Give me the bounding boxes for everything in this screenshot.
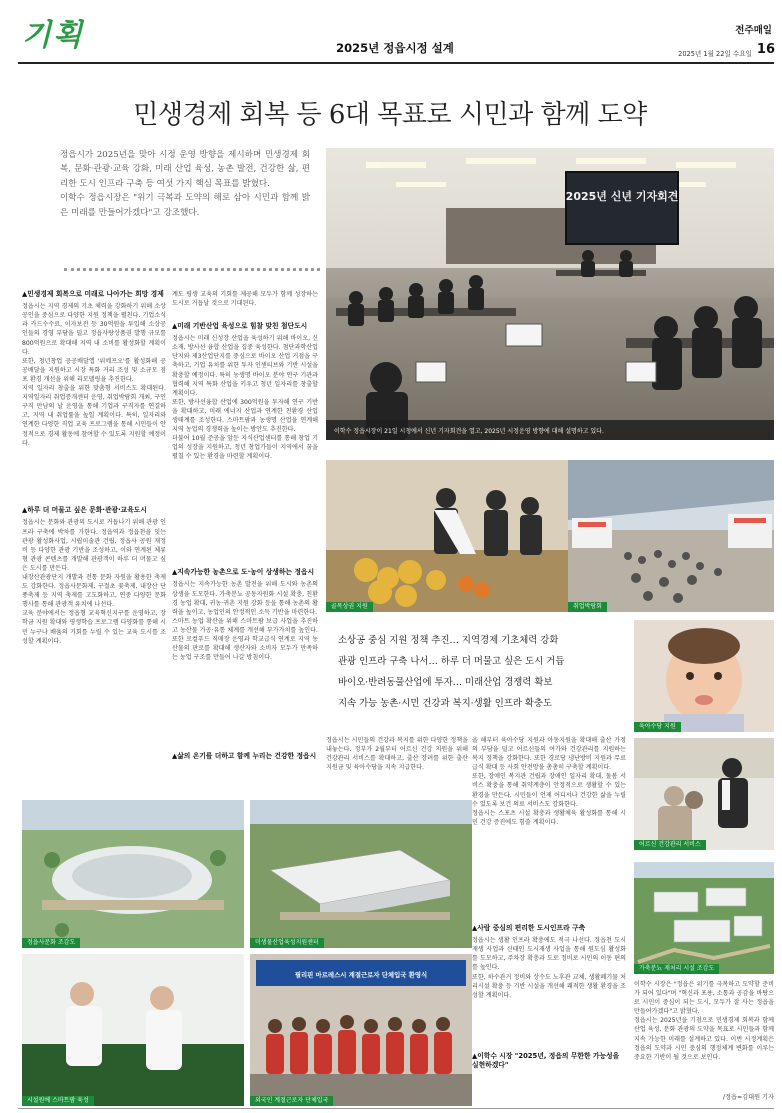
column-3a	[326, 736, 468, 772]
column-2-continuation: 계도 평생 교육의 기회를 제공해 모두가 함께 성장하는 도시로 거듭날 것으로 기대된다.	[172, 291, 318, 308]
section-6-body: 정읍시는 생활 인프라 확충에도 적극 나선다. 정읍천 도시재생 사업과 신태인 도시재생 사업을 통해 원도심 활성화를 도모하고, 주차장 확충과 도로 정비로 시민의 이동 편의를 높인다. 또한, 하수관거 정비와 상수도 노후관 교체, 생활폐기물 처리시설 확충 등 기반 시설을 개선해 쾌적한 생활 환경을 조성할 계획이다.	[472, 937, 626, 999]
section-3-title: ▲ 미래 기반산업 육성으로 힘찰 맞친 첨단도시	[172, 322, 318, 331]
caption-seasonal-workers: 외국인 계절근로자 단체입국	[250, 1096, 333, 1106]
photo-microbe-center	[250, 800, 472, 948]
caption-elderly-care: 어르신 건강관리 서비스	[634, 840, 706, 850]
photo-small-business	[326, 460, 570, 612]
seasonal-workers-banner: 필리핀 마르레스시 계절근로자 단체입국 환영식	[294, 971, 428, 979]
newspaper-name: 전주매일	[735, 25, 772, 36]
section-6-title: ▲ 사람 중심의 편리한 도시인프라 구축	[472, 924, 626, 933]
pull-quote	[338, 630, 628, 714]
photo-job-fair	[568, 460, 774, 612]
photo-childcare	[634, 620, 774, 732]
pull-quote-line-3: 바이오·반려동물산업에 투자… 미래산업 경쟁력 확보	[338, 677, 553, 688]
section-7-title: ▲ 이학수 시장 "2025년, 정읍의 무한한 가능성을 실현하겠다"	[472, 1052, 626, 1070]
caption-smart-farm: 시설원예 스마트팜 육성	[22, 1096, 94, 1106]
pull-quote-line-1: 소상공 중심 지원 정책 추진… 지역경제 기초체력 강화	[338, 635, 559, 646]
pull-quote-line-4: 지속 가능 농촌·시민 건강과 복지·생활 인프라 확충도	[338, 698, 553, 709]
caption-microbe-center: 미생물산업육성지원센터	[250, 938, 324, 948]
section-2-body: 정읍시는 문화와 관광의 도시로 거듭나기 위해 관광 인프라 구축에 박차를 가한다. 정읍역과 정읍천을 잇는 관광 활성화사업, 시립미술관 건립, 정읍사 공원 재정비 등 다양한 관광 기반을 조성하고, 이와 연계된 체류형 관광 콘텐츠를 개발해 관광객이 하루 더 머물고 싶은 도시를 만든다. 내장산관광단지 개발과 전통 문화 자원을 활용한 축제도 강화한다. 정읍사문화제, 구절초 꽃축제, 내장산 단풍축제 등 지역 축제를 고도화하고, 연중 다양한 문화 행사를 통해 관광객 유치에 나선다. 교육 분야에서는 정읍형 교육혁신지구를 운영하고, 장학금 지원 확대와 평생학습 프로그램 다양화를 통해 시민 누구나 배움의 기회를 누릴 수 있는 교육 도시를 조성할 계획이다.	[22, 519, 166, 645]
caption-job-fair: 취업박람회	[568, 602, 607, 612]
caption-small-business: 골목상권 지원	[326, 602, 373, 612]
column-3-intro: 정읍시는 시민들의 건강과 복지를 위한 다양한 정책을 내놓는다. 정부가 2월부터 어르신 건강 지원을 위해 건강관리 서비스를 확대하고, 출산 장려를 위한 출산 지원금 및 육아수당을 지속 지급한다.	[326, 737, 468, 772]
caption-culture-rendering: 정읍사문화 조감도	[22, 938, 80, 948]
header-rule	[18, 62, 774, 64]
column-3b	[472, 736, 626, 1108]
headline: 민생경제 회복 등 6대 목표로 시민과 함께 도약	[133, 100, 647, 130]
main-photo	[326, 148, 774, 440]
section-4-title: ▲ 지속가능한 농촌으로 도·농이 상생하는 정읍시	[172, 568, 318, 577]
byline: /정읍=김대원 기자	[722, 1094, 774, 1101]
issue-date: 2025년 1월 22일 수요일	[678, 50, 752, 58]
photo-elderly-care	[634, 738, 774, 850]
caption-childcare: 육아수당 지원	[634, 722, 681, 732]
pull-quote-line-2: 관광 인프라 구축 나서… 하루 더 머물고 싶은 도시 거듭	[338, 656, 565, 667]
main-photo-caption: 이학수 정읍시장이 21일 시청에서 신년 기자회견을 열고, 2025년 시정운영 방향에 대해 설명하고 있다.	[334, 428, 604, 435]
section-4-body: 정읍시는 지속가능한 농촌 발전을 위해 도시와 농촌의 상생을 도모한다. 가축분뇨 공동자원화 시설 확충, 친환경 농업 확대, 귀농·귀촌 지원 강화 등을 통해 농촌의 활력을 높이고, 농업인의 안정적인 소득 기반을 마련한다. 스마트 농업 확산을 위해 스마트팜 보급 사업을 추진하고 농산물 가공·유통 체계를 개선해 부가가치를 높인다. 또한 로컬푸드 직매장 운영과 학교급식 연계로 지역 농산물의 판로를 확대해 생산자와 소비자 모두가 만족하는 농업 구조를 만들어 나갈 방침이다.	[172, 581, 318, 662]
photo-seasonal-workers	[250, 954, 472, 1106]
section-7-body: 이학수 시장은 "정읍은 위기를 극복하고 도약할 준비가 되어 있다"며 "혁신과 포용, 소통과 공감을 바탕으로 시민이 중심이 되는 도시, 모두가 잘 사는 정읍을 만들어가겠다"고 밝혔다. 정읍시는 2025년을 기점으로 민생경제 회복과 함께 산업 육성, 문화 관광의 도약을 목표로 시민들과 함께 지속 가능한 미래를 설계하고 있다. 이번 시정계획은 정읍의 도약과 시민 중심의 행정체계 변화를 이루는 중요한 기반이 될 것으로 보인다.	[634, 981, 774, 1061]
caption-livestock-facility: 가축분뇨 재처리 시설 조감도	[634, 964, 719, 974]
section-logo: 기획	[22, 18, 84, 53]
page-header-title: 2025년 정읍시정 설계	[336, 41, 454, 55]
lead-divider	[64, 268, 320, 271]
column-4	[634, 980, 774, 1108]
section-2-title: ▲ 하루 더 머물고 싶은 문화·관광·교육도시	[22, 506, 166, 515]
welfare-body: 올 해부터 육아수당 지원과 아동지원을 확대해 출산 가정의 부담을 덜고 어르신들의 여가와 건강관리를 지원하는 복지 정책을 강화한다. 또한 경로당 냉난방비 지원과 무료 급식 확대 등 사회 안전망을 촘촘히 구축할 계획이다. 또한, 장애인 복지관 건립과 장애인 일자리 확대, 돌봄 서비스 확충을 통해 취약계층이 안정적으로 생활할 수 있는 환경을 만든다. 시민들이 언제 어디서나 건강한 삶을 누릴 수 있도록 보건 의료 서비스도 강화한다. 정읍시는 스포츠 시설 확충과 생활체육 활성화를 통해 시민 건강 증진에도 힘쓸 계획이다.	[472, 737, 626, 826]
lead-paragraph: 정읍시가 2025년을 맞아 시정 운영 방향을 제시하며 민생경제 회복, 문화·관광·교육 강화, 미래 산업 육성, 농촌 발전, 건강한 삶, 편리한 도시 인프라 구축 등 여섯 가지 핵심 목표를 밝혔다. 이학수 정읍시장은 "위기 극복과 도약의 해로 삼아 시민과 함께 밝은 미래를 만들어가겠다"고 강조했다.	[60, 150, 310, 218]
section-3-body: 정읍시는 미래 신성장 산업을 육성하기 위해 바이오, 신소재, 방사선 융합 산업을 집중 육성한다. 첨단과학산업단지와 제3산업단지를 중심으로 바이오 산업 거점을 구축하고, 기업 유치를 위한 투자 인센티브와 기반 시설을 확충할 예정이다. 특히 농생명 바이오 분야 연구 기관과 협력해 지역 특화 산업을 키우고 청년 일자리를 창출할 계획이다. 또한, 방사선융합 산업에 300억원을 투자해 연구 기반을 확대하고, 미래 에너지 산업과 연계한 친환경 산업 생태계를 조성한다. 스마트팜과 농생명 산업을 연계해 지역 농업의 경쟁력을 높이는 방안도 추진한다. 더불어 10월 준공을 앞둔 지식산업센터를 통해 창업 기업의 성장을 지원하고, 청년 창업가들이 지역에서 꿈을 펼칠 수 있는 환경을 마련할 계획이다.	[172, 335, 318, 461]
screen-text: 2025년 신년 기자회견	[565, 190, 679, 203]
section-1-title: ▲ 민생경제 회복으로 미래로 나아가는 희망 경제	[22, 290, 166, 299]
column-2	[172, 290, 318, 790]
column-1	[22, 290, 166, 790]
photo-culture-rendering	[22, 800, 244, 948]
page-number: 16	[756, 42, 775, 57]
section-1-body: 정읍시는 지역 경제의 기초 체력을 강화하기 위해 소상공인을 중심으로 다양한 지원 정책을 펼친다. 기업소식과 카드수수료, 이자보전 등 30억원을 투입해 소상공인들의 경영 부담을 덜고 정읍사랑상품권 발행 규모를 800억원으로 확대해 지역 내 소비를 활성화할 계획이다. 또한, 청년창업 공공배달앱 '위메프오'를 활성화해 공공배달을 지원하고 시장 특화 거리 조성 및 소규모 점포 환경 개선을 위해 리모델링을 추진한다. 지역 일자리 창출을 위한 맞춤형 서비스도 확대된다. 지역일자리 취업증개센터 운영, 취업박람회 개최, 구인구직 만남의 날 운영을 통해 기업과 구직자를 연결하고, 지역 내 취업률을 높일 계획이다. 특히, 일자리와 연계한 다양한 직업 교육 프로그램을 통해 시민들이 안정적으로 경제 활동에 참여할 수 있도록 지원할 예정이다.	[22, 303, 166, 447]
footer-rule	[18, 1108, 774, 1109]
conference-room-illustration	[326, 148, 774, 440]
photo-smart-farm	[22, 954, 244, 1106]
photo-livestock-facility	[634, 862, 774, 974]
section-5-title: ▲ 삶의 온기를 더하고 함께 누리는 건강한 정읍시	[172, 752, 318, 761]
